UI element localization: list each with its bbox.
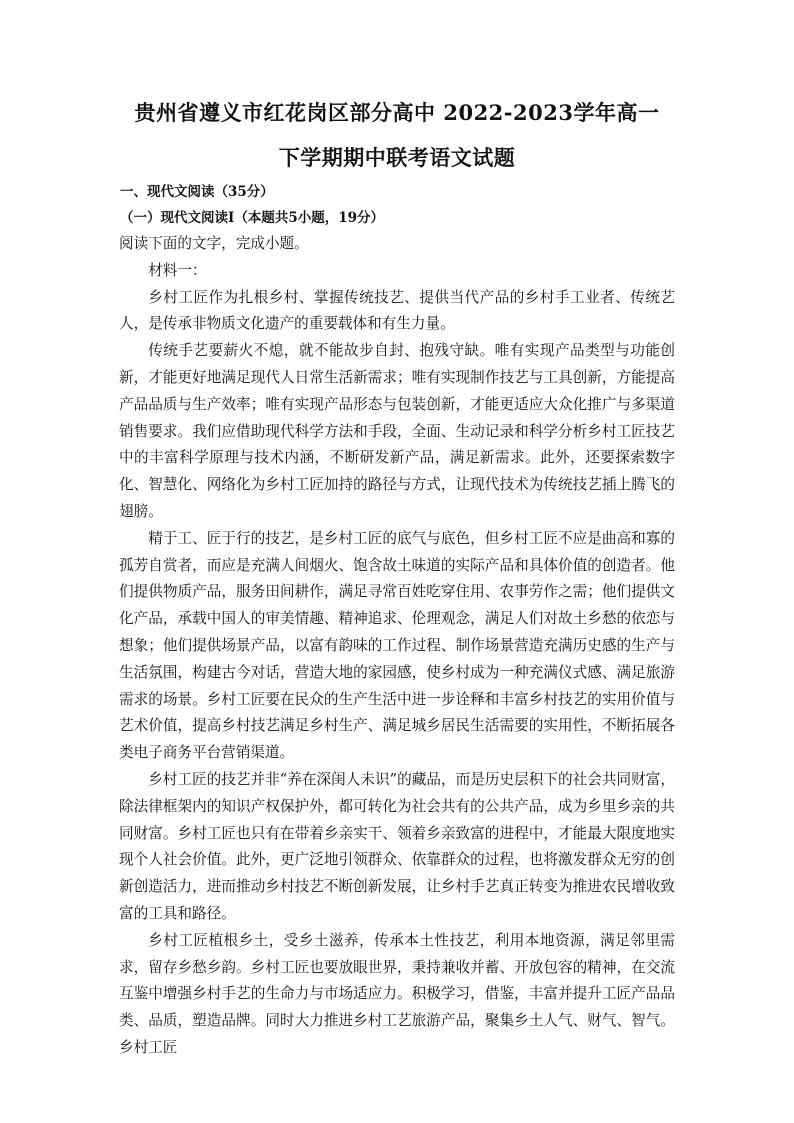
material-label: 材料一： <box>148 261 207 279</box>
document-title-line-1: 贵州省遵义市红花岗区部分高中 2022-2023学年高一 <box>134 100 660 125</box>
passage-paragraph-4: 乡村工匠的技艺并非“养在深闺人未识”的藏品，而是历史层积下的社会共同财富，除法律框架内的知识产权保护外，都可转化为社会共有的公共产品，成为乡里乡亲的共同财富。乡村工匠也只有在带着乡亲实干、领着乡亲致富的进程中，才能最大限度地实现个人社会价值。此外，更广泛地引领群众、依靠群众的过程，也将激发群众无穷的创新创造活力，进而推动乡村技艺不断创新发展，让乡村手艺真正转变为推进农民增收致富的工具和路径。 <box>119 770 675 922</box>
section-heading: 一、现代文阅读（35分） <box>120 184 274 200</box>
passage-paragraph-5: 乡村工匠植根乡土，受乡土滋养，传承本土性技艺，利用本地资源，满足邻里需求，留存乡愁乡韵。乡村工匠也要放眼世界，秉持兼收并蓄、开放包容的精神，在交流互鉴中增强乡村手艺的生命力与市场适应力。积极学习，借鉴，丰富并提升工匠产品品类、品质，塑造品牌。同时大力推进乡村工艺旅游产品，聚集乡土人气、财气、智气。乡村工匠 <box>119 931 675 1056</box>
document-title-line-2: 下学期期中联考语文试题 <box>278 145 516 170</box>
subsection-heading: （一）现代文阅读Ⅰ（本题共5小题，19分） <box>120 210 384 226</box>
passage-paragraph-3: 精于工、匠于行的技艺，是乡村工匠的底气与底色，但乡村工匠不应是曲高和寡的孤芳自赏者，而应是充满人间烟火、饱含故土味道的实际产品和具体价值的创造者。他们提供物质产品，服务田间耕作，满足寻常百姓吃穿住用、农事劳作之需；他们提供文化产品，承载中国人的审美情趣、精神追求、伦理观念，满足人们对故土乡愁的依恋与想象；他们提供场景产品，以富有韵味的工作过程、制作场景营造充满历史感的生产与生活氛围，构建古今对话，营造大地的家园感，使乡村成为一种充满仪式感、满足旅游需求的场景。乡村工匠要在民众的生产生活中进一步诠释和丰富乡村技艺的实用价值与艺术价值，提高乡村技艺满足乡村生产、满足城乡居民生活需要的实用性，不断拓展各类电子商务平台营销渠道。 <box>119 529 675 762</box>
passage-paragraph-1: 乡村工匠作为扎根乡村、掌握传统技艺、提供当代产品的乡村手工业者、传统艺人，是传承非物质文化遗产的重要载体和有生力量。 <box>119 288 675 333</box>
instruction-text: 阅读下面的文字，完成小题。 <box>119 235 309 252</box>
reading-passage <box>119 231 675 1062</box>
passage-paragraph-2: 传统手艺要薪火不熄，就不能故步自封、抱残守缺。唯有实现产品类型与功能创新，才能更好地满足现代人日常生活新需求；唯有实现制作技艺与工具创新，方能提高产品品质与生产效率；唯有实现产品形态与包装创新，才能更适应大众化推广与多渠道销售要求。我们应借助现代科学方法和手段，全面、生动记录和科学分析乡村工匠技艺中的丰富科学原理与技术内涵，不断研发新产品，满足新需求。此外，还要探索数字化、智慧化、网络化为乡村工匠加持的路径与方式，让现代技术为传统技艺插上腾飞的翅膀。 <box>119 342 675 520</box>
